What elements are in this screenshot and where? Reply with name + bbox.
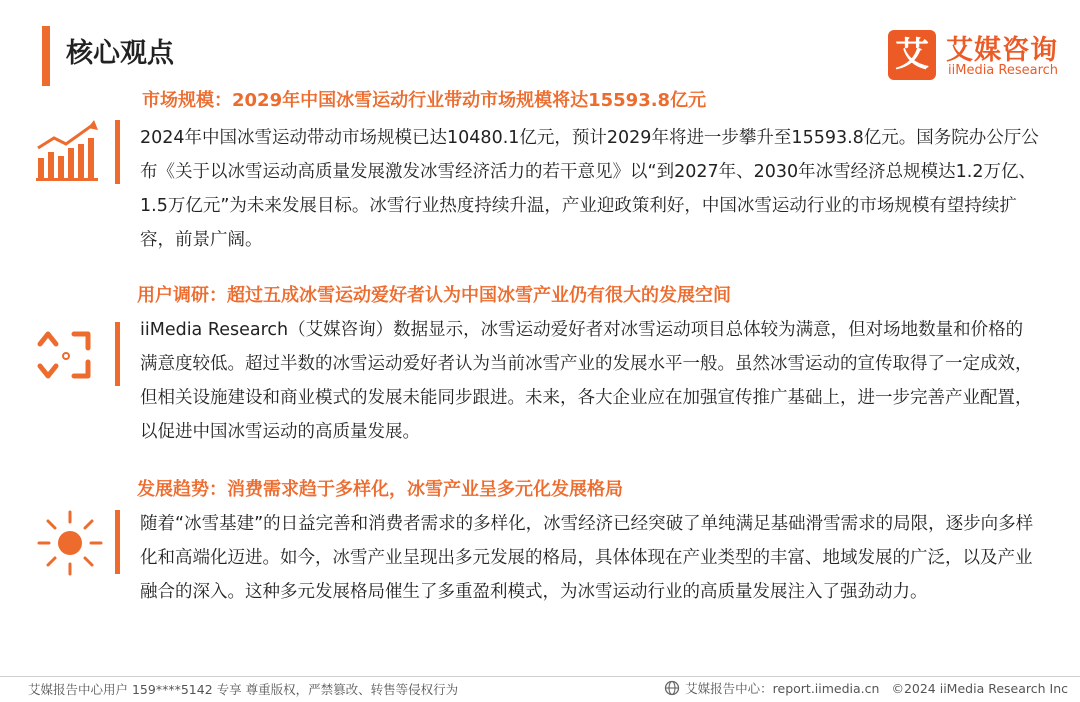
expand-arrows-icon xyxy=(30,320,100,390)
section-body-market-size: 2024年中国冰雪运动带动市场规模已达10480.1亿元，预计2029年将进一步攀升至15593.8亿元。国务院办公厅公布《关于以冰雪运动高质量发展激发冰雪经济活力的若干意见》以“到2027年、2030年冰雪经济总规模达1.2万亿、1.5万亿元”为未来发展目标。冰雪行业热度持续升温，产业迎政策利好，中国冰雪运动行业的市场规模有望持续扩容，前景广阔。 xyxy=(140,128,1039,250)
footer-divider xyxy=(0,676,1080,677)
logo-mark: 艾 xyxy=(888,30,936,80)
section-body-trend: 随着“冰雪基建”的日益完善和消费者需求的多样化，冰雪经济已经突破了单纯满足基础滑雪需求的局限，逐步向多样化和高端化迈进。如今，冰雪产业呈现出多元发展的格局，具体体现在产业类型的丰富、地域发展的广泛，以及产业融合的深入。这种多元发展格局催生了多重盈利模式，为冰雪运动行业的高质量发展注入了强劲动力。 xyxy=(140,514,1034,602)
section-body-user-survey: iiMedia Research（艾媒咨询）数据显示，冰雪运动爱好者对冰雪运动项目总体较为满意，但对场地数量和价格的满意度较低。超过半数的冰雪运动爱好者认为当前冰雪产业的发展水平一般。虽然冰雪运动的宣传取得了一定成效，但相关设施建设和商业模式的发展未能同步跟进。未来，各大企业应在加强宣传推广基础上，进一步完善产业配置，以促进中国冰雪运动的高质量发展。 xyxy=(140,320,1033,442)
footer-copyright-notice: 艾媒报告中心用户 159****5142 专享 尊重版权，严禁篡改、转售等侵权行为 xyxy=(28,682,459,697)
footer-source xyxy=(664,679,1068,697)
section-heading-market-size: 市场规模：2029年中国冰雪运动行业带动市场规模将达15593.8亿元 xyxy=(142,90,707,111)
logo-name-en: iiMedia Research xyxy=(948,63,1059,78)
footer-source-label: 艾媒报告中心： xyxy=(685,681,773,696)
section-accent-bar xyxy=(115,322,120,386)
brand-logo xyxy=(888,30,1063,82)
section-accent-bar xyxy=(115,120,120,184)
logo-name-cn: 艾媒咨询 xyxy=(946,35,1058,66)
bar-chart-trend-icon xyxy=(34,118,104,188)
footer-source-url[interactable]: report.iimedia.cn xyxy=(772,680,880,696)
section-accent-bar xyxy=(115,510,120,574)
page-title: 核心观点 xyxy=(66,38,174,69)
title-accent-bar xyxy=(42,26,50,86)
sun-icon xyxy=(35,508,105,578)
section-heading-user-survey: 用户调研：超过五成冰雪运动爱好者认为中国冰雪产业仍有很大的发展空间 xyxy=(137,285,731,306)
section-heading-trend: 发展趋势：消费需求趋于多样化，冰雪产业呈多元化发展格局 xyxy=(137,479,623,500)
globe-icon xyxy=(664,680,680,696)
footer-copyright: ©2024 iiMedia Research Inc xyxy=(891,680,1068,696)
